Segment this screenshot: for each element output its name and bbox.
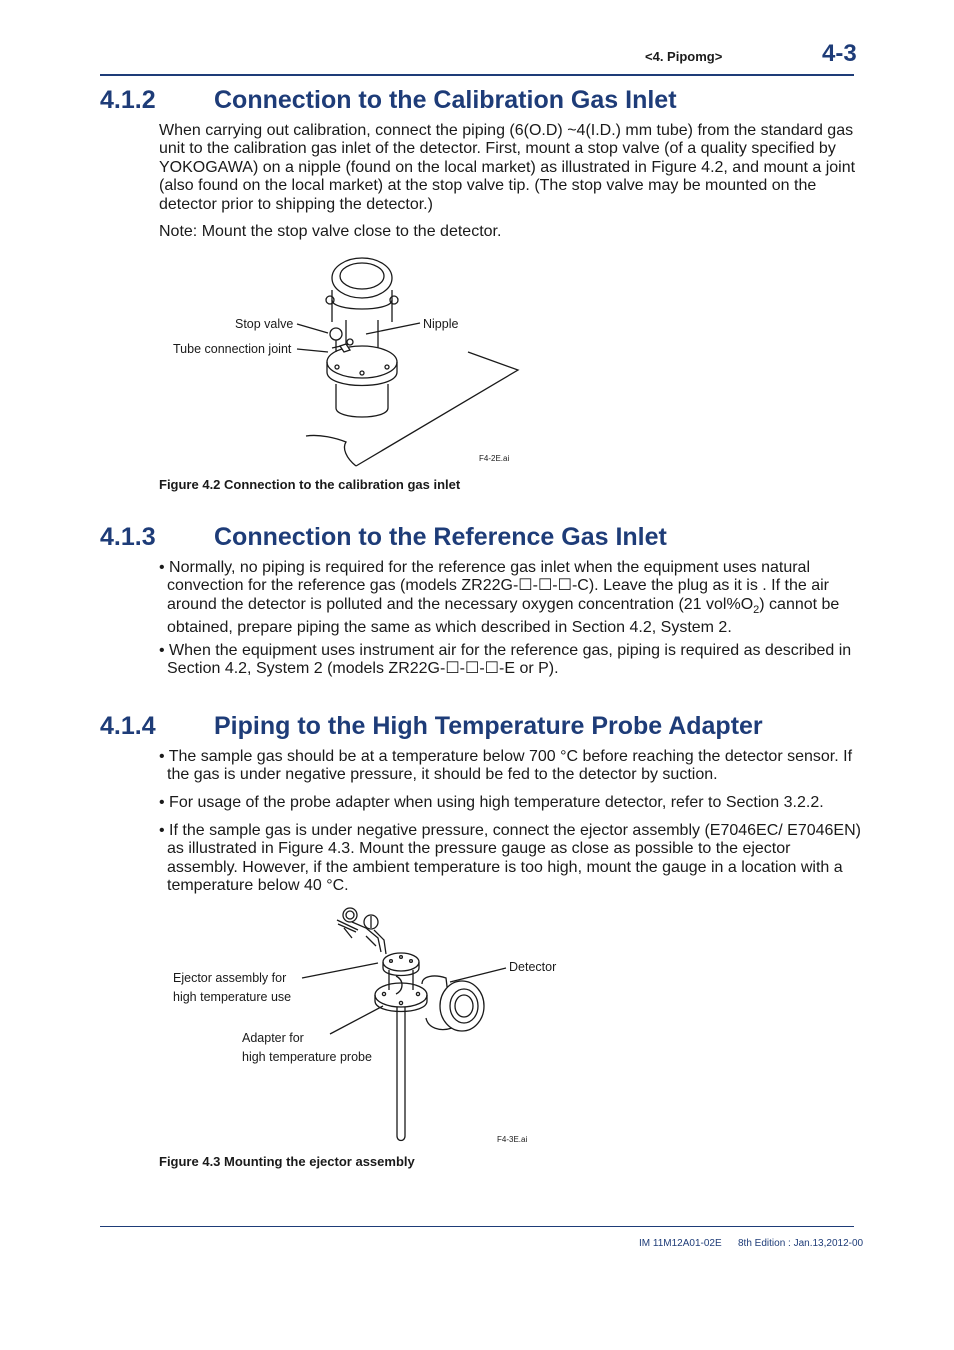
section-number: 4.1.4 (100, 712, 156, 740)
adapter-label-line2: high temperature probe (242, 1050, 372, 1064)
bullet-text: • Normally, no piping is required for the reference gas inlet when the equipment uses natural convection for the reference gas (models ZR22G-☐-☐-☐-C). Leave the plug as it is . If the air around the detector is polluted and the necessary oxygen concentration (21 vol%O (159, 559, 829, 613)
reference-bullet-instrument-air: • When the equipment uses instrument air for the reference gas, piping is required as described in Section 4.2, System 2 (models ZR22G-☐-☐-☐-E or P). (159, 642, 852, 678)
detector-label: Detector (509, 960, 557, 974)
section-title: Connection to the Reference Gas Inlet (214, 523, 667, 551)
chapter-label: <4. Pipomg> (645, 49, 723, 64)
probe-bullet-temperature: • The sample gas should be at a temperature below 700 °C before reaching the detector sensor. If the gas is under negative pressure, it should be fed to the detector by suction. (159, 748, 853, 784)
calibration-note: Note: Mount the stop valve close to the detector. (159, 223, 502, 240)
calibration-paragraph: When carrying out calibration, connect the piping (6(O.D) ~4(I.D.) mm tube) from the standard gas unit to the calibration gas inlet of the detector. First, mount a stop valve (of a quality specified by YOKOGAWA) on a nipple (found on the local market) as illustrated in Figure 4.2, and mount a joint (also found on the local market) at the stop valve tip. (The stop valve may be mounted on the detector prior to shipping the detector.) (159, 122, 856, 213)
nipple-label: Nipple (423, 317, 459, 331)
section-title: Connection to the Calibration Gas Inlet (214, 86, 677, 114)
bullet-text: ) cannot be obtained, prepare piping the same as which described in Section 4.2, System 2. (167, 595, 840, 637)
document-id: IM 11M12A01-02E (639, 1238, 722, 1249)
probe-bullet-usage: • For usage of the probe adapter when using high temperature detector, refer to Section 3.2.2. (159, 794, 824, 811)
subscript: 2 (753, 604, 760, 616)
figure-file-tag: F4-3E.ai (497, 1135, 528, 1144)
adapter-label-line1: Adapter for (242, 1031, 304, 1045)
tube-joint-label: Tube connection joint (173, 342, 292, 356)
page-number: 4-3 (822, 40, 857, 67)
footer-rule (100, 1226, 854, 1227)
probe-bullet-negative-pressure: • If the sample gas is under negative pressure, connect the ejector assembly (E7046EC/ E7046EN) as illustrated in Figure 4.3. Mount the pressure gauge as close as possible to the ejector assembly. However, if the ambient temperature is too high, mount the gauge in a location with a temperature below 40 °C. (159, 822, 861, 895)
figure-file-tag: F4-2E.ai (479, 454, 510, 463)
stop-valve-label: Stop valve (235, 317, 294, 331)
section-title: Piping to the High Temperature Probe Adapter (214, 712, 763, 740)
edition-info: 8th Edition : Jan.13,2012-00 (738, 1238, 864, 1249)
section-number: 4.1.2 (100, 86, 156, 114)
figure-4-3-caption: Figure 4.3 Mounting the ejector assembly (159, 1154, 415, 1169)
ejector-label-line1: Ejector assembly for (173, 971, 287, 985)
section-number: 4.1.3 (100, 523, 156, 551)
figure-4-2-caption: Figure 4.2 Connection to the calibration gas inlet (159, 477, 461, 492)
ejector-label-line2: high temperature use (173, 990, 292, 1004)
